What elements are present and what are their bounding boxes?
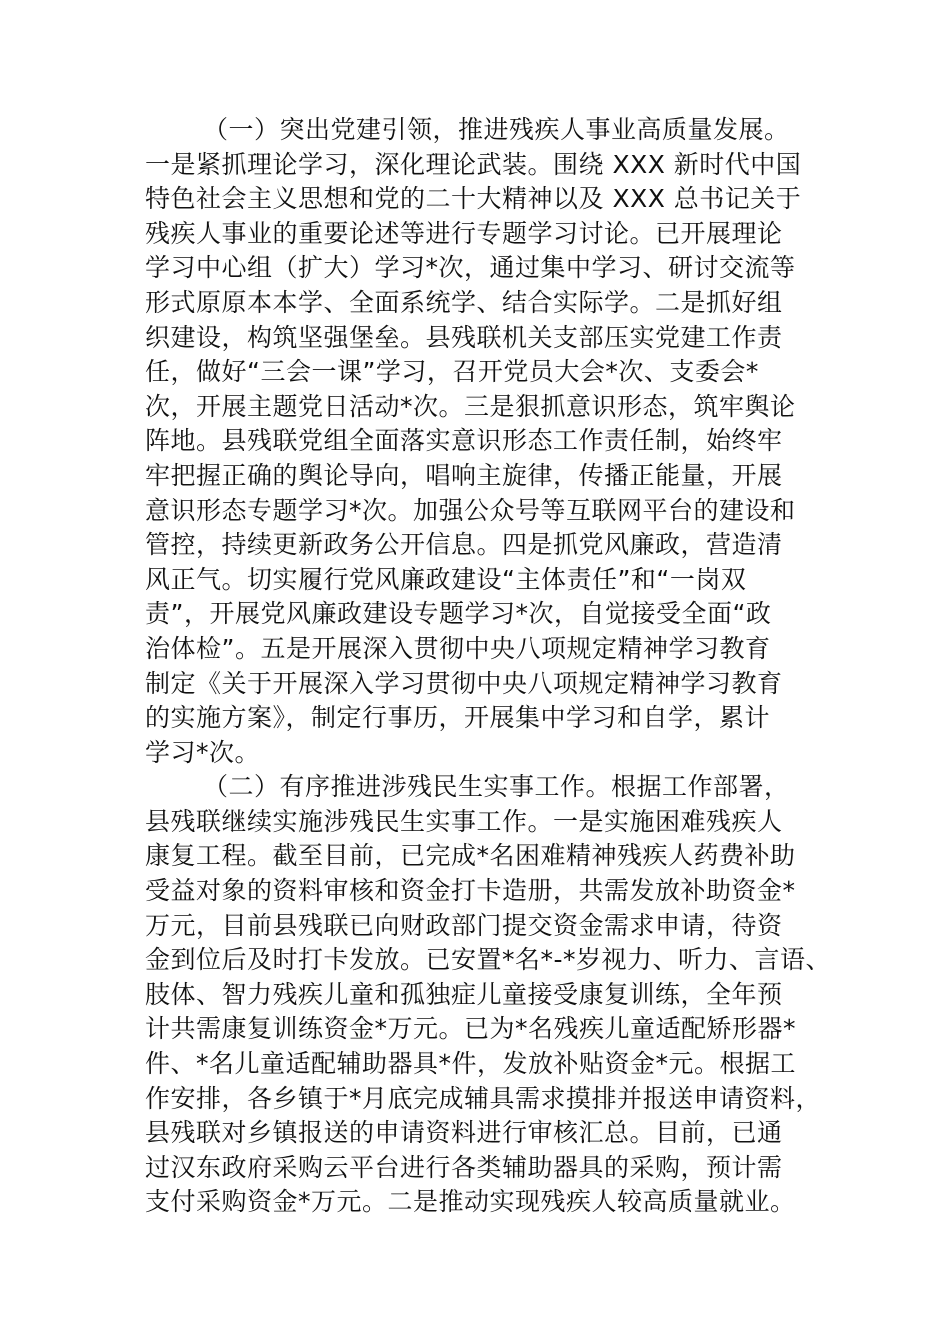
- text-line: 特色社会主义思想和党的二十大精神以及 XXX 总书记关于: [145, 184, 802, 214]
- text-line: 制定《关于开展深入学习贯彻中央八项规定精神学习教育: [145, 668, 783, 698]
- text-line: 残疾人事业的重要论述等进行专题学习讨论。已开展理论: [145, 218, 783, 248]
- text-line: 康复工程。截至目前，已完成*名困难精神残疾人药费补助: [145, 841, 796, 871]
- document-body: [145, 113, 832, 1220]
- text-line: 风正气。切实履行党风廉政建设“主体责任”和“一岗双: [145, 564, 747, 594]
- text-line: 县残联对乡镇报送的申请资料进行审核汇总。目前，已通: [145, 1118, 783, 1148]
- text-line: 责”，开展党风廉政建设专题学习*次，自觉接受全面“政: [145, 599, 772, 629]
- text-line: 织建设，构筑坚强堡垒。县残联机关支部压实党建工作责: [145, 322, 783, 352]
- text-line: 形式原原本本学、全面系统学、结合实际学。二是抓好组: [145, 287, 783, 317]
- paragraph-heading-1: （一）突出党建引领，推进残疾人事业高质量发展。: [203, 115, 790, 144]
- text-line: 学习中心组（扩大）学习*次，通过集中学习、研讨交流等: [145, 253, 796, 283]
- text-line: 金到位后及时打卡发放。已安置*名*-*岁视力、听力、言语、: [145, 945, 832, 975]
- text-line: 阵地。县残联党组全面落实意识形态工作责任制，始终牢: [145, 426, 783, 456]
- text-line: 意识形态专题学习*次。加强公众号等互联网平台的建设和: [145, 495, 796, 525]
- text-line: 学习*次。: [145, 737, 261, 767]
- text-line: 受益对象的资料审核和资金打卡造册，共需发放补助资金*: [145, 876, 796, 906]
- text-line: 计共需康复训练资金*万元。已为*名残疾儿童适配矫形器*: [145, 1014, 797, 1044]
- paragraph-heading-2: （二）有序推进涉残民生实事工作。根据工作部署，: [203, 772, 790, 802]
- text-line: 县残联继续实施涉残民生实事工作。一是实施困难残疾人: [145, 806, 783, 836]
- text-line: 万元，目前县残联已向财政部门提交资金需求申请，待资: [145, 910, 783, 940]
- text-line: 一是紧抓理论学习，深化理论武装。围绕 XXX 新时代中国: [145, 149, 802, 179]
- text-line: 次，开展主题党日活动*次。三是狠抓意识形态，筑牢舆论: [145, 391, 796, 421]
- text-line: 过汉东政府采购云平台进行各类辅助器具的采购，预计需: [145, 1152, 783, 1182]
- text-line: 的实施方案》，制定行事历，开展集中学习和自学，累计: [145, 703, 771, 733]
- text-line: 管控，持续更新政务公开信息。四是抓党风廉政，营造清: [145, 530, 783, 560]
- text-line: 牢把握正确的舆论导向，唱响主旋律，传播正能量，开展: [145, 460, 783, 490]
- text-line: 任，做好“三会一课”学习，召开党员大会*次、支委会*: [145, 357, 759, 387]
- text-line: 支付采购资金*万元。二是推动实现残疾人较高质量就业。: [145, 1187, 796, 1217]
- text-line: 肢体、智力残疾儿童和孤独症儿童接受康复训练，全年预: [145, 979, 783, 1009]
- text-line: 作安排，各乡镇于*月底完成辅具需求摸排并报送申请资料，: [145, 1083, 822, 1113]
- text-line: 治体检”。五是开展深入贯彻中央八项规定精神学习教育: [145, 633, 771, 663]
- text-line: 件、*名儿童适配辅助器具*件，发放补贴资金*元。根据工: [145, 1049, 797, 1079]
